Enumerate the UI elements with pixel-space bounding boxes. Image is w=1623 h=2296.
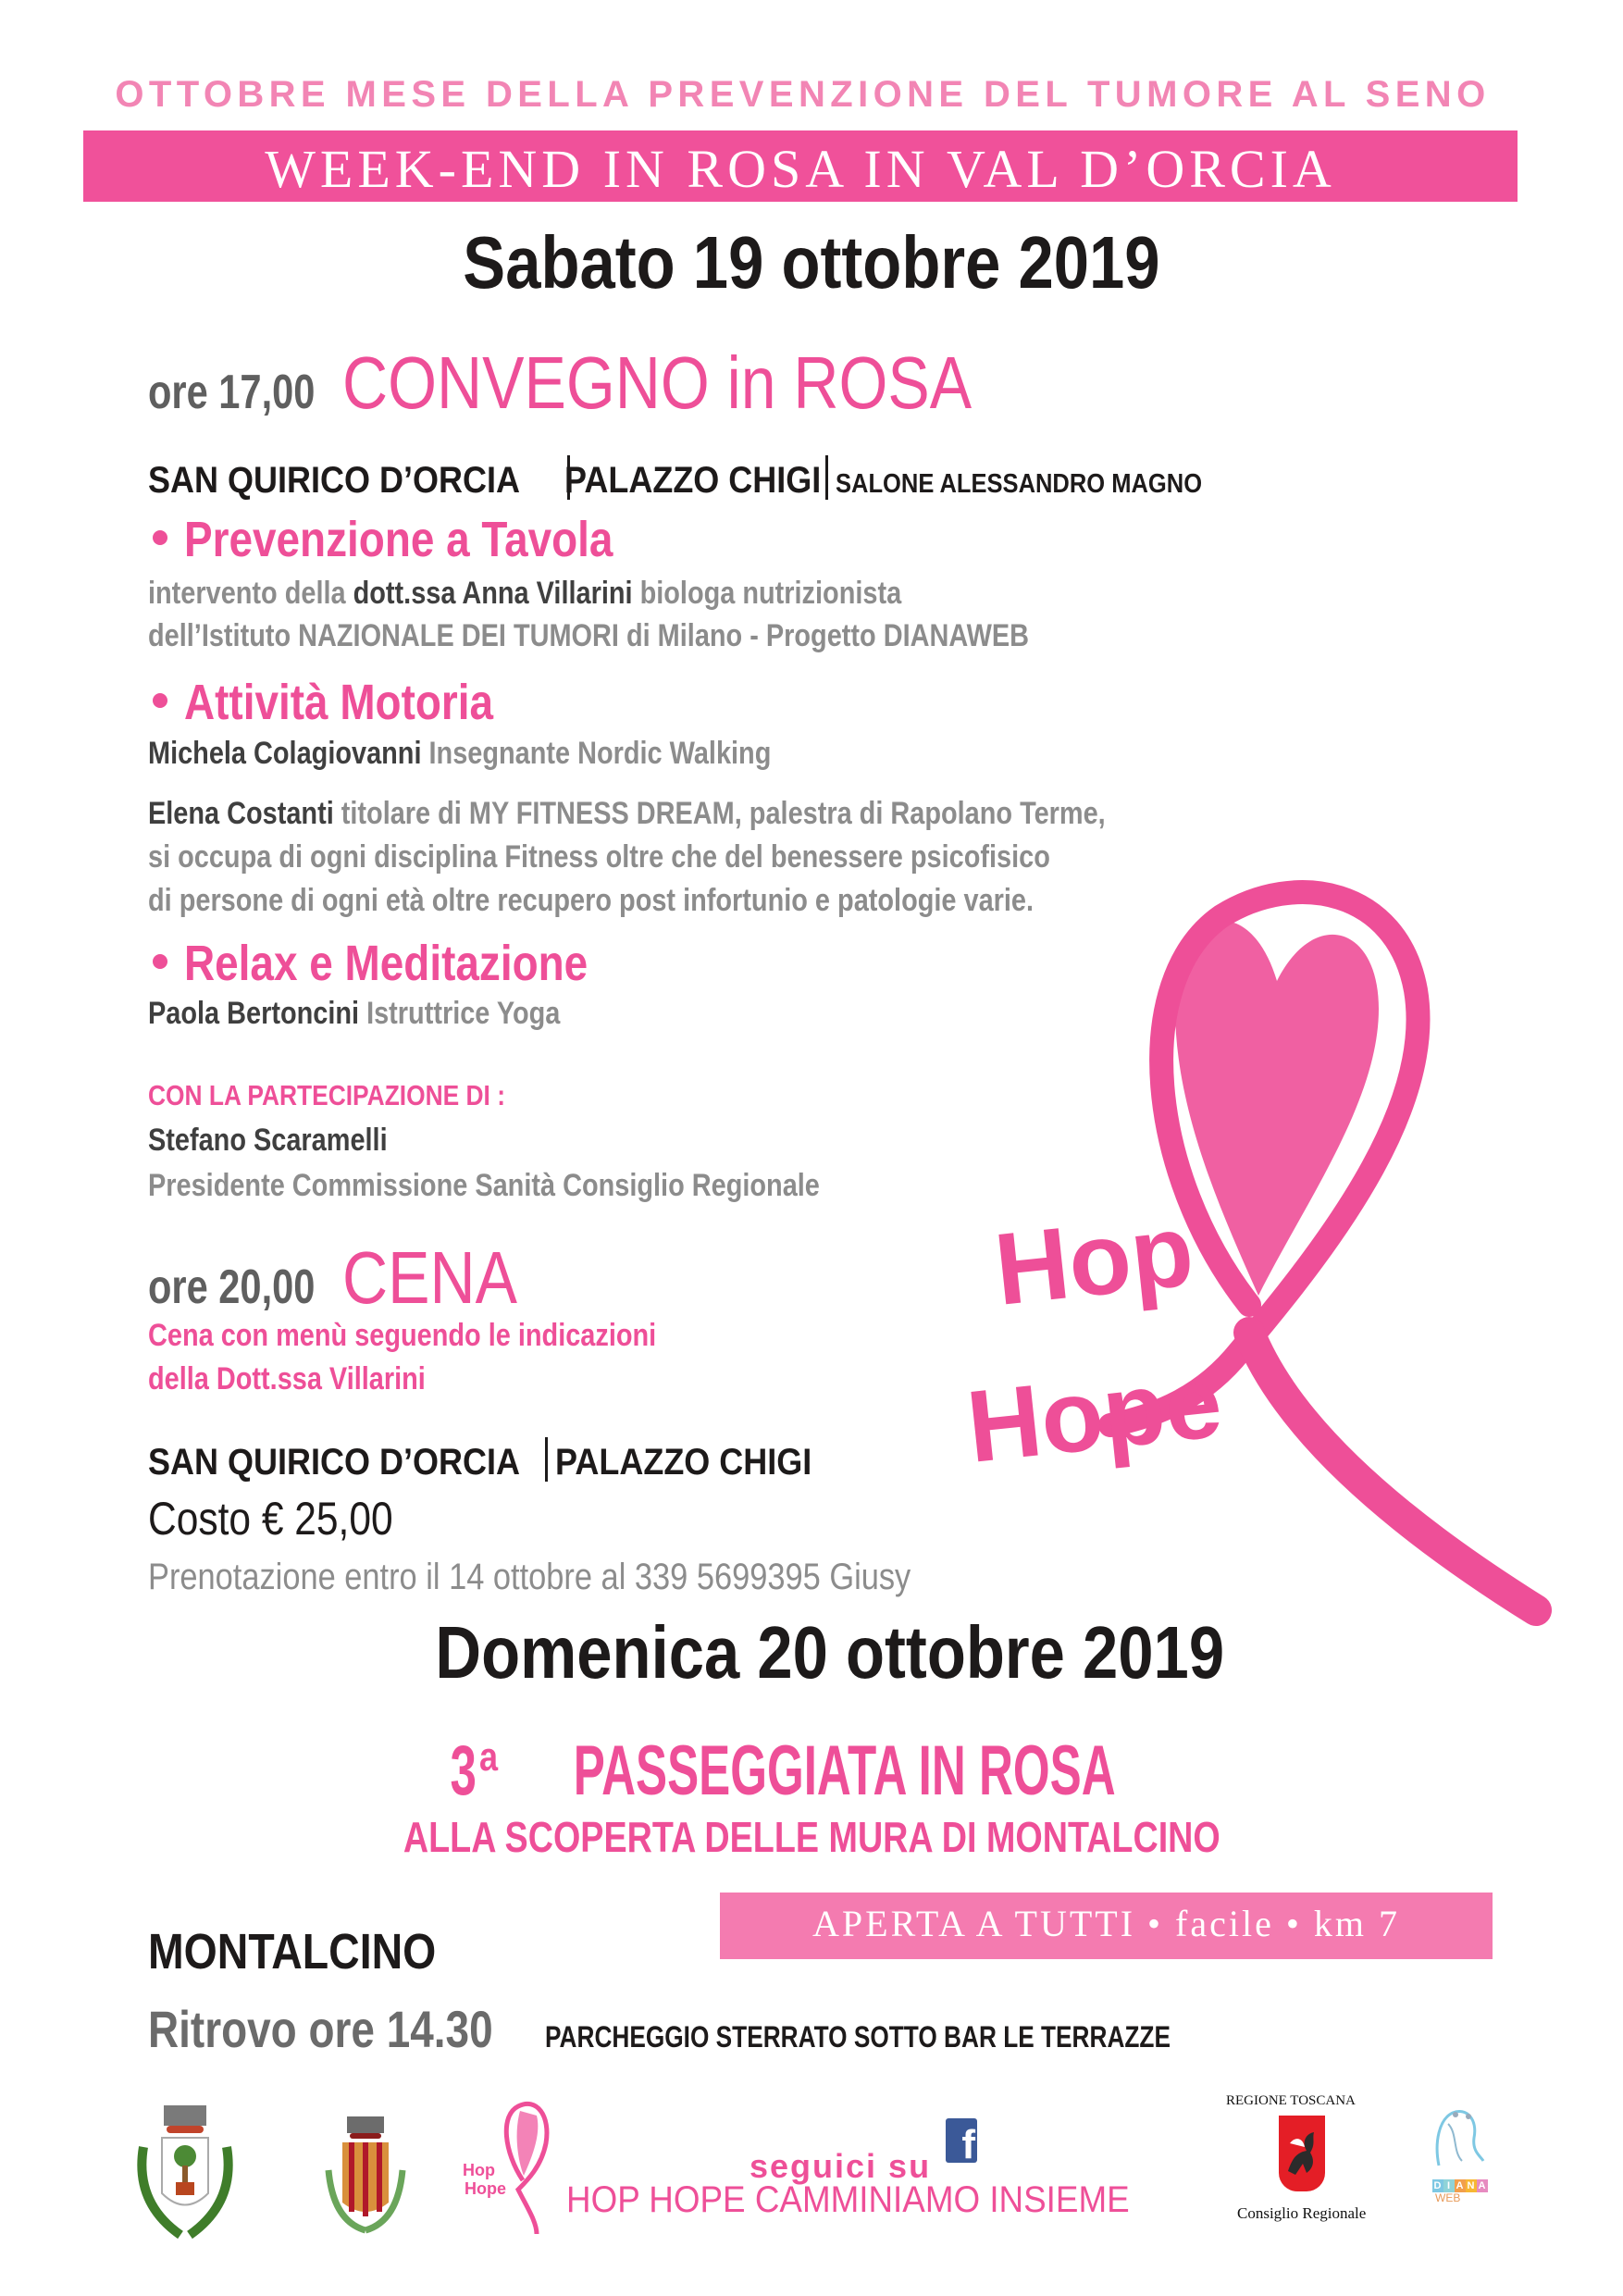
- dinner-booking-text: Prenotazione entro il 14 ottobre al 339 5699395 Giusy: [148, 1557, 911, 1597]
- walk-title: [0, 1731, 1623, 1811]
- location-venue: PALAZZO CHIGI: [554, 1442, 812, 1483]
- walk-info-badge: [720, 1893, 1493, 1959]
- dinner-desc-line: Cena con menù seguendo le indicazioni: [148, 1318, 657, 1353]
- walk-subtitle: [0, 1812, 1623, 1862]
- walk-town: [148, 1923, 483, 1980]
- topic-line: [148, 736, 881, 772]
- bullet-icon: [153, 693, 167, 708]
- dianaweb-figure-icon: [1430, 2105, 1485, 2175]
- topic-heading: [153, 511, 688, 568]
- text: intervento della: [148, 576, 353, 611]
- walk-number: 3: [450, 1731, 477, 1810]
- montalcino-coat-of-arms-icon: [125, 2101, 245, 2249]
- saturday-date-text: Sabato 19 ottobre 2019: [463, 221, 1160, 304]
- speaker-name: dott.ssa Anna Villarini: [353, 576, 633, 611]
- ribbon-text-hope: Hope: [961, 1344, 1228, 1484]
- topic-line: [148, 796, 1274, 832]
- topic-line: [148, 996, 633, 1032]
- pegasus-icon: [1279, 2116, 1325, 2191]
- ribbon-tail: [1249, 1333, 1536, 1610]
- walk-subtitle-text: ALLA SCOPERTA DELLE MURA DI MONTALCINO: [403, 1813, 1220, 1861]
- participation-label-text: CON LA PARTECIPAZIONE DI :: [148, 1079, 505, 1111]
- small-logo-hope: Hope: [465, 2179, 506, 2198]
- dianaweb-web: WEB: [1435, 2191, 1461, 2204]
- san-quirico-coat-of-arms-icon: [315, 2115, 416, 2244]
- participant-name-text: Stefano Scaramelli: [148, 1123, 388, 1158]
- dinner-cost-text: Costo € 25,00: [148, 1493, 393, 1545]
- participant-role-text: Presidente Commissione Sanità Consiglio Regionale: [148, 1168, 820, 1203]
- walk-town-text: MONTALCINO: [148, 1924, 437, 1980]
- convegno-heading: [148, 341, 1083, 426]
- participant-role: [148, 1168, 938, 1204]
- dinner-booking: [148, 1557, 1035, 1598]
- region-council: Consiglio Regionale: [1237, 2204, 1367, 2222]
- dinner-desc-line: della Dott.ssa Villarini: [148, 1361, 426, 1396]
- region-title: REGIONE TOSCANA: [1226, 2093, 1356, 2108]
- dinner-title: CENA: [341, 1236, 517, 1319]
- topic-title: Relax e Meditazione: [184, 936, 588, 991]
- meeting-time: Ritrovo ore 14.30: [148, 2000, 493, 2058]
- topic-line: [148, 576, 1035, 612]
- saturday-date: [0, 220, 1623, 305]
- diana-letter: N: [1467, 2180, 1476, 2191]
- title-band: [83, 130, 1518, 202]
- dinner-desc: [148, 1361, 475, 1397]
- facebook-group-text: HOP HOPE CAMMINIAMO INSIEME: [566, 2179, 1130, 2220]
- text: di persone di ogni età oltre recupero post infortunio e patologie varie.: [148, 883, 1035, 918]
- follow-us-label: seguici su: [750, 2147, 932, 2185]
- speaker-name: Michela Colagiovanni: [148, 736, 422, 771]
- walk-ordinal: a: [479, 1734, 499, 1780]
- text: Istruttrice Yoga: [359, 996, 561, 1031]
- divider: [545, 1437, 548, 1482]
- topic-heading: [153, 935, 659, 992]
- diana-letter: A: [1456, 2180, 1465, 2191]
- convegno-title: CONVEGNO in ROSA: [341, 341, 973, 424]
- topic-title: Prevenzione a Tavola: [184, 512, 613, 567]
- sunday-date: [0, 1610, 1623, 1695]
- speaker-name: Elena Costanti: [148, 796, 334, 831]
- small-logo-hop: Hop: [463, 2161, 495, 2179]
- dinner-time: ore 20,00: [148, 1260, 316, 1314]
- location-town: SAN QUIRICO D’ORCIA: [148, 460, 521, 501]
- diana-letter: D: [1433, 2180, 1443, 2191]
- participant-name: [148, 1123, 429, 1159]
- topic-line: [148, 618, 1184, 654]
- hop-hope-small-logo: [463, 2097, 564, 2236]
- participation-label: [148, 1079, 568, 1112]
- dinner-cost: [148, 1492, 436, 1545]
- event-title: WEEK-END IN ROSA IN VAL D’ORCIA: [265, 139, 1336, 199]
- walk-title-text: PASSEGGIATA IN ROSA: [574, 1731, 1116, 1810]
- dinner-location: [148, 1437, 840, 1483]
- campaign-kicker: OTTOBRE MESE DELLA PREVENZIONE DEL TUMORE AL SENO: [115, 74, 1491, 115]
- speaker-name: Paola Bertoncini: [148, 996, 360, 1031]
- walk-info-text: APERTA A TUTTI • facile • km 7: [812, 1903, 1400, 1944]
- divider: [825, 455, 828, 500]
- diana-letter: I: [1443, 2179, 1455, 2192]
- text: si occupa di ogni disciplina Fitness oltre che del benessere psicofisico: [148, 839, 1050, 875]
- walk-meeting: [148, 1999, 1307, 2059]
- dinner-heading: [148, 1235, 548, 1321]
- dianaweb-logo: [1432, 2177, 1488, 2192]
- diana-letter: A: [1478, 2180, 1487, 2191]
- hop-hope-ribbon-logo: [944, 870, 1555, 1666]
- text: biologa nutrizionista: [632, 576, 902, 611]
- facebook-icon[interactable]: f: [946, 2118, 977, 2163]
- topic-heading: [153, 674, 548, 731]
- text: Insegnante Nordic Walking: [421, 736, 772, 771]
- location-town: SAN QUIRICO D’ORCIA: [148, 1442, 521, 1483]
- topic-title: Attività Motoria: [184, 675, 494, 730]
- meeting-place: PARCHEGGIO STERRATO SOTTO BAR LE TERRAZZE: [544, 2020, 1171, 2054]
- dinner-desc: [148, 1318, 746, 1354]
- location-venue: PALAZZO CHIGI: [564, 460, 821, 501]
- convegno-location: [148, 455, 1252, 502]
- convegno-time: ore 17,00: [148, 366, 316, 419]
- ribbon-text-hop: Hop: [989, 1193, 1199, 1327]
- facebook-group-link[interactable]: [566, 2179, 1179, 2221]
- bullet-icon: [153, 530, 167, 545]
- tuscany-pegasus-shield-icon: [1279, 2116, 1325, 2191]
- text: dell’Istituto NAZIONALE DEI TUMORI di Milano - Progetto DIANAWEB: [148, 618, 1030, 653]
- text: titolare di MY FITNESS DREAM, palestra di Rapolano Terme,: [333, 796, 1106, 831]
- bullet-icon: [153, 954, 167, 969]
- sunday-date-text: Domenica 20 ottobre 2019: [435, 1611, 1225, 1694]
- location-hall: SALONE ALESSANDRO MAGNO: [835, 469, 1202, 499]
